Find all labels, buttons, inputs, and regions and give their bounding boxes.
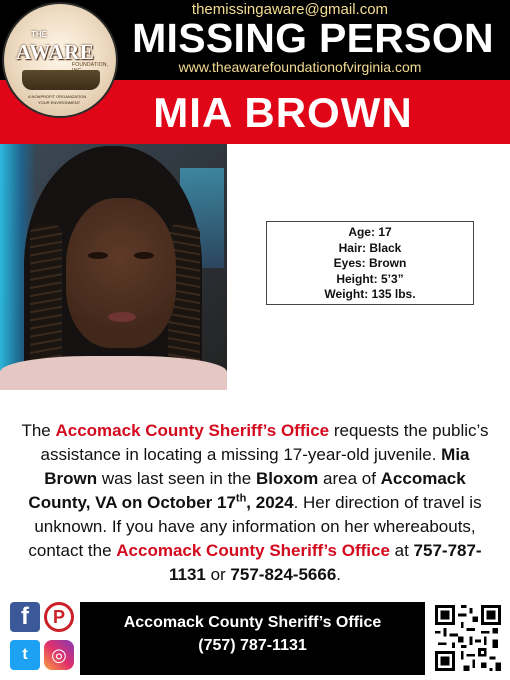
photo-shirt [0,356,227,390]
desc-text-6: at [389,541,414,560]
desc-text-8: . [336,565,342,584]
case-description [12,419,498,587]
logo-scene-graphic [22,70,100,90]
twitter-icon: t [10,640,40,670]
desc-text-1: The [21,421,56,440]
photo-lips [108,312,136,322]
logo-the-text: THE [31,30,47,39]
age-detail: Age: 17 [348,225,392,239]
logo-aware-text: AWARE [16,40,95,64]
photo-face [66,198,176,348]
desc-text-7: or [205,565,231,584]
desc-text-3: was last seen in the [97,469,256,488]
aware-foundation-logo [2,2,118,118]
height-detail: Height: 5’3” [336,271,404,286]
physical-details-box [266,221,474,305]
photo-eye-right [134,252,154,259]
desc-area: Bloxom [255,469,319,488]
logo-tagline-1: A NONPROFIT ORGANIZATION [28,94,87,99]
social-media-icons [10,602,76,672]
phone-number-2: 757-824-5666 [230,565,337,584]
contact-email: themissingaware@gmail.com [191,1,389,18]
desc-year: , 2024 [246,493,294,512]
qr-code-graphic [432,602,504,674]
logo-foundation-text: FOUNDATION, [72,62,109,68]
desc-text-5: . Her direction of travel is unknown. If you have any information on her whereabouts, contact the [28,493,482,560]
footer-phone-number: (757) 787-1131 [198,637,307,654]
facebook-icon: f [10,602,40,632]
photo-eye-left [88,252,108,259]
desc-date-suffix: th [235,492,247,505]
instagram-icon: ◎ [44,640,74,670]
footer-agency-name: Accomack County Sheriff’s Office [123,614,382,631]
missing-person-name: MIA BROWN [153,89,413,136]
hair-detail: Hair: Black [338,240,402,255]
desc-name: Mia Brown [44,445,470,488]
eyes-detail: Eyes: Brown [333,256,407,270]
pinterest-icon: P [44,602,74,632]
desc-text-4: area of [318,469,381,488]
qr-code [432,602,504,674]
website-url: www.theawarefoundationofvirginia.com [178,59,422,75]
weight-detail: Weight: 135 lbs. [324,287,416,301]
desc-text-2: requests the public’s assistance in locating a missing 17-year-old juvenile. [40,421,489,464]
phone-number-1: 757-787-1131 [168,541,482,584]
missing-person-headline: MISSING PERSON [132,15,494,61]
missing-person-photo [0,144,227,390]
agency-name-1: Accomack County Sheriff’s Office [55,421,330,440]
agency-name-2: Accomack County Sheriff’s Office [116,541,390,560]
desc-county-date: Accomack County, VA on October 17 [28,469,466,512]
logo-tagline-2: YOUR ENVIRONMENT [38,100,81,105]
